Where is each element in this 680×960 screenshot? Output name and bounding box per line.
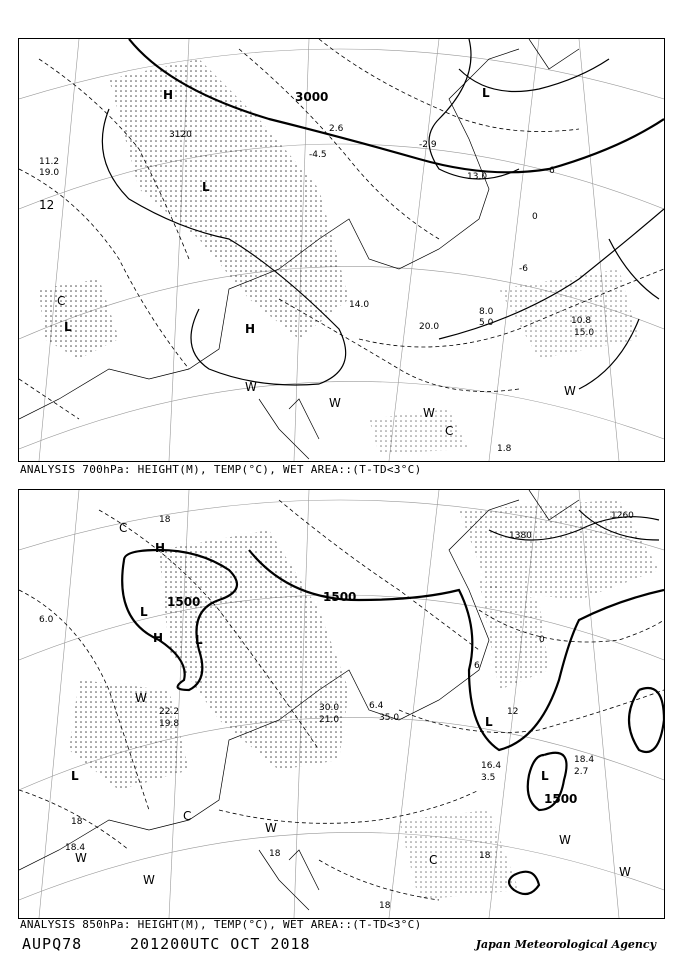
height-label: 1500	[167, 595, 201, 609]
svg-text:2.6: 2.6	[329, 124, 344, 134]
height-label: 1500	[323, 590, 357, 604]
svg-text:3.5: 3.5	[481, 773, 496, 783]
svg-text:2.7: 2.7	[574, 767, 589, 777]
height-label: 6	[549, 166, 555, 176]
high-pressure-center: H	[153, 631, 164, 645]
height-label: 0	[539, 635, 545, 645]
agency-name: Japan Meteorological Agency	[475, 938, 656, 951]
svg-text:22.2: 22.2	[159, 707, 180, 717]
height-label: 18	[71, 817, 83, 827]
height-label: 1500	[544, 792, 578, 806]
warm-symbol: W	[75, 851, 87, 865]
svg-text:13.0: 13.0	[467, 172, 488, 182]
cold-symbol: C	[119, 521, 128, 535]
svg-text:35.0: 35.0	[379, 713, 400, 723]
map-700hpa-svg	[19, 39, 664, 461]
panel-caption-850hpa: ANALYSIS 850hPa: HEIGHT(M), TEMP(°C), WET AREA::(T-TD<3°C)	[20, 918, 422, 931]
svg-text:30.0: 30.0	[319, 703, 340, 713]
low-pressure-center: L	[195, 633, 203, 647]
map-panel-850hpa	[18, 489, 665, 919]
low-pressure-center: L	[485, 715, 493, 729]
svg-text:16.4: 16.4	[481, 761, 502, 771]
cold-symbol: C	[183, 809, 192, 823]
warm-symbol: W	[143, 873, 155, 887]
height-label: 0	[532, 212, 538, 222]
low-pressure-center: L	[140, 605, 148, 619]
warm-symbol: W	[329, 396, 341, 410]
wet-area	[39, 59, 639, 454]
warm-symbol: W	[265, 821, 277, 835]
high-pressure-center: H	[245, 322, 256, 336]
panel-caption-700hpa: ANALYSIS 700hPa: HEIGHT(M), TEMP(°C), WET AREA::(T-TD<3°C)	[20, 463, 422, 476]
svg-text:18.4: 18.4	[65, 843, 86, 853]
high-pressure-center: H	[155, 541, 166, 555]
svg-text:14.0: 14.0	[349, 300, 370, 310]
height-label: 18	[269, 849, 281, 859]
high-pressure-center: H	[163, 88, 174, 102]
svg-text:15.0: 15.0	[574, 328, 595, 338]
svg-text:20.0: 20.0	[419, 322, 440, 332]
cold-symbol: C	[57, 294, 66, 308]
low-pressure-center: L	[71, 769, 79, 783]
svg-text:-2.9: -2.9	[419, 140, 437, 150]
valid-time: 201200UTC OCT 2018	[130, 935, 311, 953]
warm-symbol: W	[423, 406, 435, 420]
height-label: 3000	[295, 90, 329, 104]
warm-symbol: W	[135, 691, 147, 705]
svg-text:19.0: 19.0	[39, 168, 60, 178]
height-label: 12	[39, 198, 55, 212]
svg-text:-4.5: -4.5	[309, 150, 327, 160]
height-label: 6	[474, 661, 480, 671]
height-label: 12	[507, 707, 519, 717]
height-label: 18	[379, 901, 391, 911]
cold-symbol: C	[445, 424, 454, 438]
svg-text:11.2: 11.2	[39, 157, 60, 167]
svg-text:5.0: 5.0	[479, 318, 494, 328]
height-label: 1380	[509, 531, 532, 541]
height-label: 1260	[611, 511, 634, 521]
svg-text:6.4: 6.4	[369, 701, 384, 711]
warm-symbol: W	[564, 384, 576, 398]
height-label: -6	[519, 264, 528, 274]
cold-symbol: C	[429, 853, 438, 867]
map-850hpa-svg	[19, 490, 664, 918]
warm-symbol: W	[245, 380, 257, 394]
svg-text:8.0: 8.0	[479, 307, 494, 317]
height-label: 18	[479, 851, 491, 861]
height-label: 18	[159, 515, 171, 525]
svg-text:10.8: 10.8	[571, 316, 592, 326]
warm-symbol: W	[619, 865, 631, 879]
svg-text:19.8: 19.8	[159, 719, 180, 729]
height-label: 3120	[169, 130, 192, 140]
svg-text:6.0: 6.0	[39, 615, 54, 625]
map-panel-700hpa	[18, 38, 665, 462]
svg-text:1.8: 1.8	[497, 444, 512, 454]
svg-text:18.4: 18.4	[574, 755, 595, 765]
svg-text:21.0: 21.0	[319, 715, 340, 725]
low-pressure-center: L	[482, 86, 490, 100]
low-pressure-center: L	[541, 769, 549, 783]
chart-code: AUPQ78	[22, 935, 83, 953]
warm-symbol: W	[559, 833, 571, 847]
low-pressure-center: L	[202, 180, 210, 194]
low-pressure-center: L	[64, 320, 72, 334]
chart-footer	[22, 935, 662, 957]
